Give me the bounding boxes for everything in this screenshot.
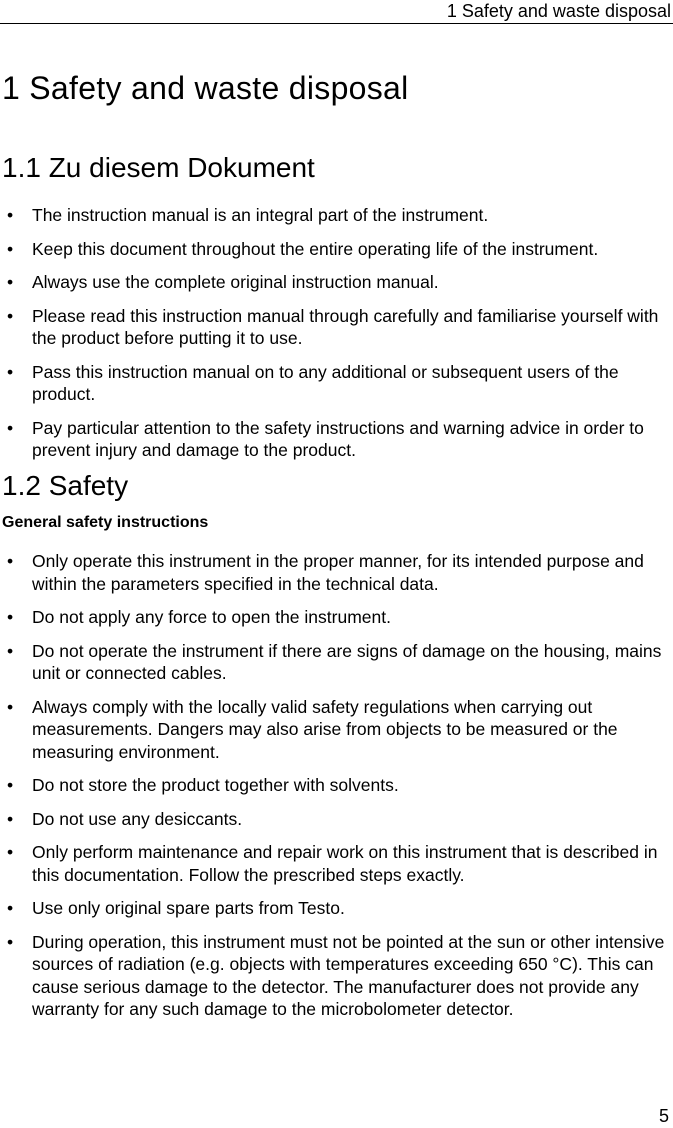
header-rule	[0, 23, 673, 24]
list-item: • The instruction manual is an integral part of the instrument.	[0, 204, 673, 227]
list-item: • Do not store the product together with solvents.	[0, 774, 673, 797]
list-item: • Pass this instruction manual on to any additional or subsequent users of the product.	[0, 361, 673, 406]
safety-list	[0, 550, 673, 1032]
list-item: • Do not apply any force to open the instrument.	[0, 606, 673, 629]
list-item: • Only operate this instrument in the proper manner, for its intended purpose and within the parameters specified in the technical data.	[0, 550, 673, 595]
list-item: • Use only original spare parts from Testo.	[0, 897, 673, 920]
running-header: 1 Safety and waste disposal	[446, 1, 671, 21]
list-item: • Please read this instruction manual through carefully and familiarise yourself with the product before putting it to use.	[0, 305, 673, 350]
chapter-title: 1 Safety and waste disposal	[2, 70, 409, 106]
list-item: • Always use the complete original instruction manual.	[0, 271, 673, 294]
list-item: • Pay particular attention to the safety instructions and warning advice in order to prevent injury and damage to the product.	[0, 417, 673, 462]
document-list	[0, 204, 673, 473]
subheading: General safety instructions	[2, 514, 209, 531]
page-number: 5	[658, 1106, 669, 1126]
section-heading-1-2: 1.2 Safety	[2, 470, 129, 501]
list-item: • Always comply with the locally valid safety regulations when carrying out measurements. Dangers may also arise from objects to be measured or the measuring environment.	[0, 696, 673, 764]
list-item: • Do not operate the instrument if there are signs of damage on the housing, mains unit or connected cables.	[0, 640, 673, 685]
list-item: • During operation, this instrument must not be pointed at the sun or other intensive sources of radiation (e.g. objects with temperatures exceeding 650 °C). This can cause serious damage to the detector. The manufacturer does not provide any warranty for any such damage to the microbolometer detector.	[0, 931, 673, 1021]
list-item: • Do not use any desiccants.	[0, 808, 673, 831]
list-item: • Only perform maintenance and repair work on this instrument that is described in this documentation. Follow the prescribed steps exactly.	[0, 841, 673, 886]
section-heading-1-1: 1.1 Zu diesem Dokument	[2, 152, 315, 183]
list-item: • Keep this document throughout the entire operating life of the instrument.	[0, 238, 673, 261]
